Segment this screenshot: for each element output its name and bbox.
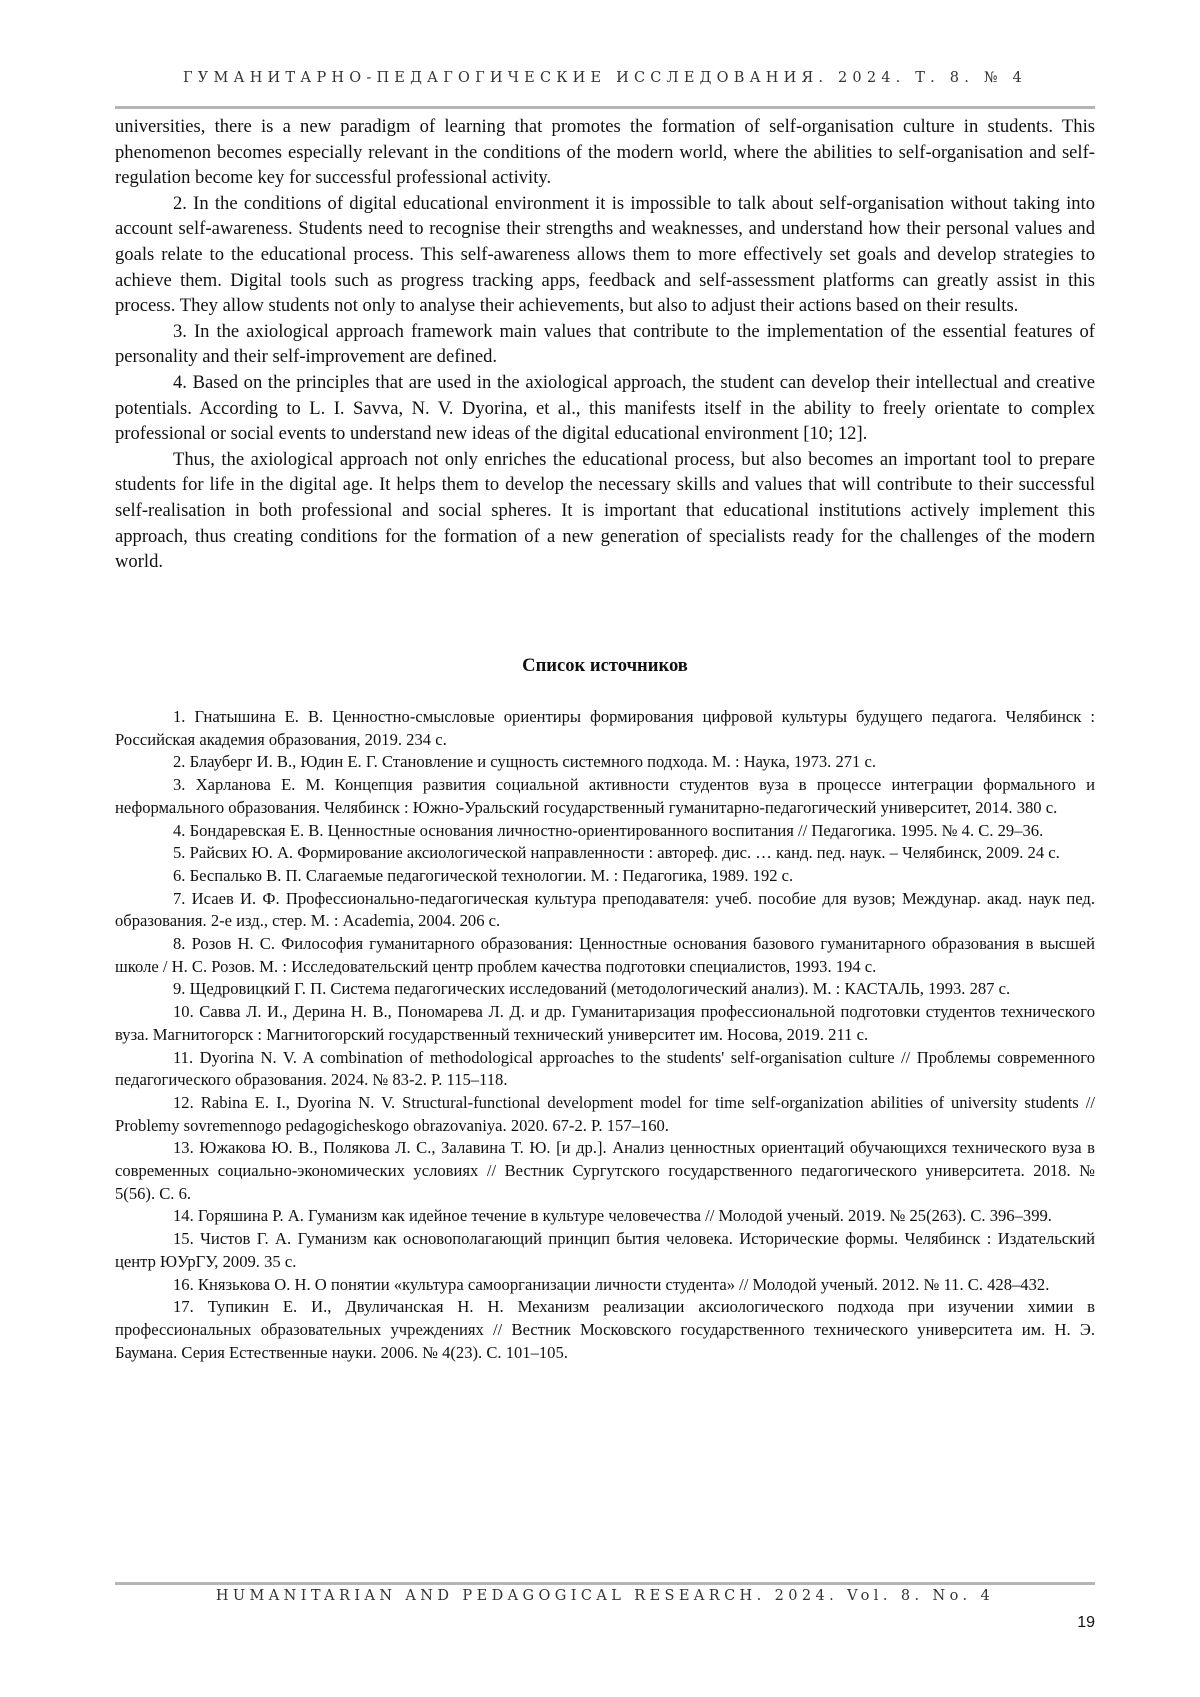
reference-item: 10. Савва Л. И., Дерина Н. В., Пономарева Л. Д. и др. Гуманитаризация профессиональной подготовки студентов технического вуза. Магнитогорск : Магнитогорский государственный технический университет им. Носова, 2019. 211 с. [115,1002,1095,1044]
reference-item: 6. Беспалько В. П. Слагаемые педагогической технологии. М. : Педагогика, 1989. 192 с. [173,865,794,885]
reference-item: 16. Князькова О. Н. О понятии «культура самоорганизации личности студента» // Молодой ученый. 2012. № 11. С. 428–432. [173,1274,1050,1294]
references-list [115,706,1095,1364]
reference-item: 15. Чистов Г. А. Гуманизм как основополагающий принцип бытия человека. Исторические формы. Челябинск : Издательский центр ЮУрГУ, 2009. 35 с. [115,1229,1095,1271]
body-paragraph: 3. In the axiological approach framework main values that contribute to the implementation of the essential features of personality and their self-improvement are defined. [115,320,1095,368]
reference-item: 13. Южакова Ю. В., Полякова Л. С., Залавина Т. Ю. [и др.]. Анализ ценностных ориентаций обучающихся технического вуза в современных социально-экономических условиях // Вестник Сургутского государственного педагогического университета. 2018. № 5(56). С. 6. [115,1138,1095,1203]
reference-item: 3. Харланова Е. М. Концепция развития социальной активности студентов вуза в процессе интеграции формального и неформального образования. Челябинск : Южно-Уральский государственный гуманитарно-педагогический университет, 2014. 380 с. [115,775,1095,817]
reference-item: 9. Щедровицкий Г. П. Система педагогических исследований (методологический анализ). М. : КАСТАЛЬ, 1993. 287 с. [173,979,1011,999]
article-body [115,114,1095,575]
header-rule [115,106,1095,109]
running-footer: HUMANITARIAN AND PEDAGOGICAL RESEARCH. 2024. Vol. 8. No. 4 [215,1588,995,1604]
reference-item: 14. Горяшина Р. А. Гуманизм как идейное течение в культуре человечества // Молодой ученый. 2019. № 25(263). С. 396–399. [173,1206,1052,1226]
body-paragraph: 4. Based on the principles that are used in the axiological approach, the student can develop their intellectual and creative potentials. According to L. I. Savva, N. V. Dyorina, et al., this manifests itself in the ability to freely orientate to complex professional or social events to understand new ideas of the digital educational environment [10; 12]. [115,371,1095,445]
reference-item: 1. Гнатышина Е. В. Ценностно-смысловые ориентиры формирования цифровой культуры будущего педагога. Челябинск : Российская академия образования, 2019. 234 с. [115,707,1095,749]
reference-item: 2. Блауберг И. В., Юдин Е. Г. Становление и сущность системного подхода. М. : Наука, 1973. 271 с. [173,752,877,772]
footer-rule [115,1582,1095,1585]
reference-item: 5. Райсвих Ю. А. Формирование аксиологической направленности : автореф. дис. … канд. пед. наук. – Челябинск, 2009. 24 с. [173,843,1060,863]
reference-item: 4. Бондаревская Е. В. Ценностные основания личностно-ориентированного воспитания // Педагогика. 1995. № 4. С. 29–36. [173,820,1044,840]
reference-item: 7. Исаев И. Ф. Профессионально-педагогическая культура преподавателя: учеб. пособие для вузов; Междунар. акад. наук пед. образования. 2-е изд., стер. М. : Academia, 2004. 206 с. [115,888,1095,931]
body-paragraph: 2. In the conditions of digital educational environment it is impossible to talk about self-organisation without taking into account self-awareness. Students need to recognise their strengths and weaknesses, and understand how their personal values and goals relate to the educational process. This self-awareness allows them to more effectively set goals and develop strategies to achieve them. Digital tools such as progress tracking apps, feedback and self-assessment platforms can greatly assist in this process. They allow students not only to analyse their achievements, but also to adjust their actions based on their results. [115,192,1095,317]
reference-item: 17. Тупикин Е. И., Двуличанская Н. Н. Механизм реализации аксиологического подхода при изучении химии в профессиональных образовательных учреждениях // Вестник Московского государственного технического университета им. Н. Э. Баумана. Серия Естественные науки. 2006. № 4(23). С. 101–105. [115,1297,1095,1362]
body-paragraph: universities, there is a new paradigm of learning that promotes the formation of self-organisation culture in students. This phenomenon becomes especially relevant in the conditions of the modern world, where the abilities to self-organisation and self-regulation become key for successful professional activity. [115,116,1095,189]
body-paragraph: Thus, the axiological approach not only enriches the educational process, but also becomes an important tool to prepare students for life in the digital age. It helps them to develop the necessary skills and values that will contribute to their successful self-realisation in both professional and social spheres. It is important that educational institutions actively implement this approach, thus creating conditions for the formation of a new generation of specialists ready for the challenges of the modern world. [115,448,1095,573]
reference-item: 11. Dyorina N. V. A combination of methodological approaches to the students' self-organisation culture // Проблемы современного педагогического образования. 2024. № 83-2. Р. 115–118. [115,1047,1095,1090]
reference-item: 12. Rabina E. I., Dyorina N. V. Structural-functional development model for time self-organization abilities of university students // Problemy sovremennogo pedagogicheskogo obrazovaniya. 2020. 67-2. P. 157–160. [115,1092,1095,1135]
reference-item: 8. Розов Н. С. Философия гуманитарного образования: Ценностные основания базового гуманитарного образования в высшей школе / Н. С. Розов. М. : Исследовательский центр проблем качества подготовки специалистов, 1993. 194 с. [115,934,1095,976]
references-heading: Список источников [522,655,688,676]
page-number: 19 [1077,1614,1095,1631]
running-header: ГУМАНИТАРНО-ПЕДАГОГИЧЕСКИЕ ИССЛЕДОВАНИЯ. 2024. Т. 8. № 4 [183,70,1027,86]
